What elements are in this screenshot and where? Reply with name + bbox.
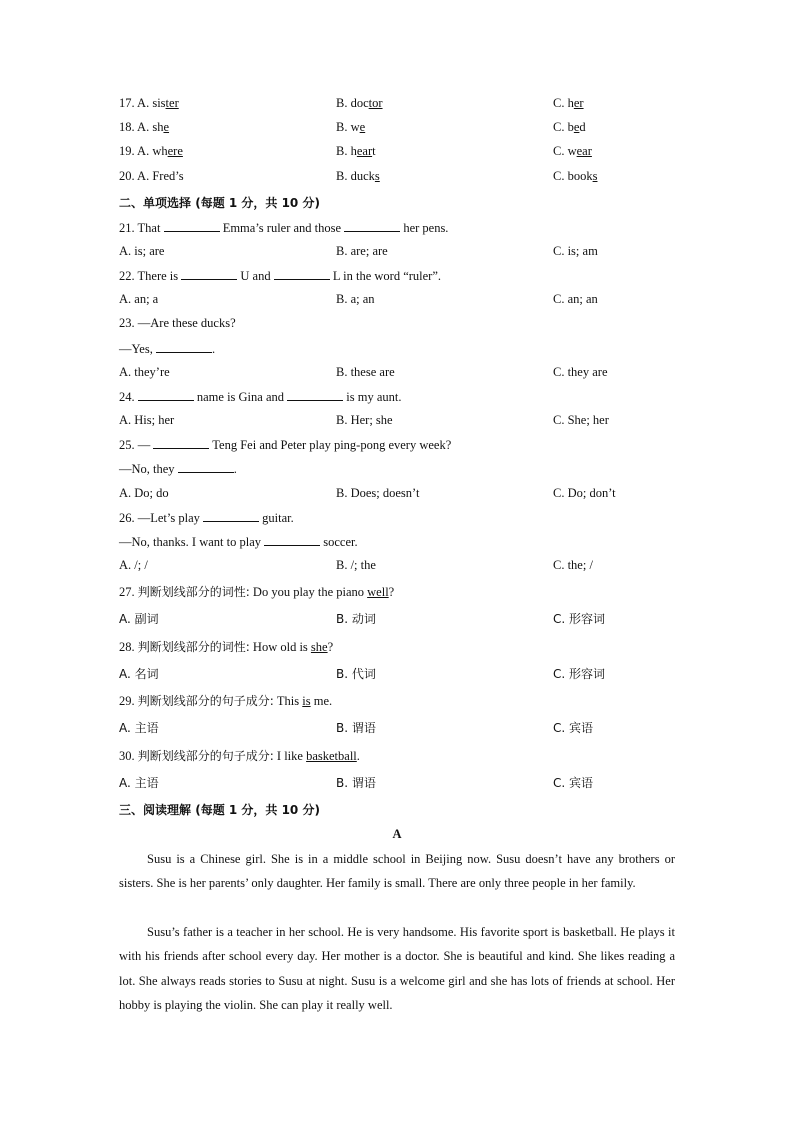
option-c: C. books	[553, 169, 598, 183]
question-24-options	[119, 413, 679, 433]
section-heading: 三、阅读理解 (每题 1 分，共 10 分)	[119, 803, 320, 817]
option-c: C. She; her	[553, 413, 609, 427]
option-a: A. 主语	[119, 721, 159, 735]
question-20	[119, 169, 679, 189]
option-b: B. ducks	[336, 169, 380, 183]
option-c: C. 宾语	[553, 776, 594, 790]
section-heading: 二、单项选择 (每题 1 分，共 10 分)	[119, 196, 320, 210]
question-18	[119, 120, 679, 140]
option-c: C. an; an	[553, 292, 598, 306]
option-a: 17. A. sister	[119, 96, 179, 110]
option-a: 19. A. where	[119, 144, 183, 158]
question-29-stem: 29. 判断划线部分的句子成分: This is me.	[119, 694, 333, 708]
option-a: 18. A. she	[119, 120, 170, 134]
option-b: B. Does; doesn’t	[336, 486, 420, 500]
question-27-stem: 27. 判断划线部分的词性: Do you play the piano well?	[119, 585, 395, 599]
option-b: B. heart	[336, 144, 376, 158]
question-21-stem: 21. That Emma’s ruler and those her pens.	[119, 221, 449, 235]
option-b: B. are; are	[336, 244, 388, 258]
option-b: B. Her; she	[336, 413, 393, 427]
question-30-options	[119, 774, 679, 794]
option-b: B. we	[336, 120, 366, 134]
option-c: C. her	[553, 96, 584, 110]
option-c: C. 形容词	[553, 612, 606, 626]
option-a: A. /; /	[119, 558, 148, 572]
question-23-line2: —Yes, .	[119, 342, 216, 356]
option-b: B. 动词	[336, 612, 376, 626]
option-a: A. 副词	[119, 612, 159, 626]
option-c: C. is; am	[553, 244, 598, 258]
option-c: C. the; /	[553, 558, 593, 572]
question-26-stem: 26. —Let’s play guitar.	[119, 511, 294, 525]
option-a: A. 主语	[119, 776, 159, 790]
passage-label: A	[392, 827, 402, 841]
question-26-options	[119, 558, 679, 578]
option-b: B. a; an	[336, 292, 375, 306]
option-a: A. Do; do	[119, 486, 169, 500]
passage-paragraph-2: Susu’s father is a teacher in her school. He is very handsome. His favorite sport is basketball. He plays it with his friends after school every day. Her mother is a doctor. She is beautiful and kind. She likes reading a lot. She always reads stories to Susu at night. Susu is a welcome girl and she has lots of friends at school. Her hobby is playing the violin. She can play it really well.	[119, 925, 675, 1012]
question-25-stem: 25. — Teng Fei and Peter play ping-pong every week?	[119, 438, 452, 452]
option-a: A. is; are	[119, 244, 165, 258]
option-a: A. an; a	[119, 292, 159, 306]
option-c: C. Do; don’t	[553, 486, 616, 500]
question-23-stem: 23. —Are these ducks?	[119, 316, 236, 330]
option-b: B. doctor	[336, 96, 383, 110]
option-c: C. 宾语	[553, 721, 594, 735]
option-b: B. 谓语	[336, 721, 376, 735]
option-c: C. they are	[553, 365, 608, 379]
question-17	[119, 96, 679, 116]
question-25-options	[119, 486, 679, 506]
option-b: B. 谓语	[336, 776, 376, 790]
question-29-options	[119, 719, 679, 739]
question-23-options	[119, 365, 679, 385]
option-c: C. wear	[553, 144, 592, 158]
question-19	[119, 144, 679, 164]
question-22-stem: 22. There is U and L in the word “ruler”.	[119, 269, 442, 283]
question-26-line2: —No, thanks. I want to play soccer.	[119, 535, 358, 549]
option-a: A. 名词	[119, 667, 159, 681]
option-a: A. His; her	[119, 413, 175, 427]
passage-paragraph-1: Susu is a Chinese girl. She is in a middle school in Beijing now. Susu doesn’t have any brothers or sisters. She is her parents’ only daughter. Her family is small. There are only three people in her family.	[119, 852, 675, 891]
option-a: 20. A. Fred’s	[119, 169, 184, 183]
question-28-stem: 28. 判断划线部分的词性: How old is she?	[119, 640, 334, 654]
question-28-options	[119, 665, 679, 685]
question-21-options	[119, 244, 679, 264]
option-b: B. 代词	[336, 667, 376, 681]
question-22-options	[119, 292, 679, 312]
question-30-stem: 30. 判断划线部分的句子成分: I like basketball.	[119, 749, 360, 763]
question-27-options	[119, 610, 679, 630]
option-a: A. they’re	[119, 365, 170, 379]
question-24-stem: 24. name is Gina and is my aunt.	[119, 390, 402, 404]
option-c: C. 形容词	[553, 667, 606, 681]
option-b: B. these are	[336, 365, 395, 379]
question-25-line2: —No, they .	[119, 462, 237, 476]
option-b: B. /; the	[336, 558, 376, 572]
option-c: C. bed	[553, 120, 586, 134]
